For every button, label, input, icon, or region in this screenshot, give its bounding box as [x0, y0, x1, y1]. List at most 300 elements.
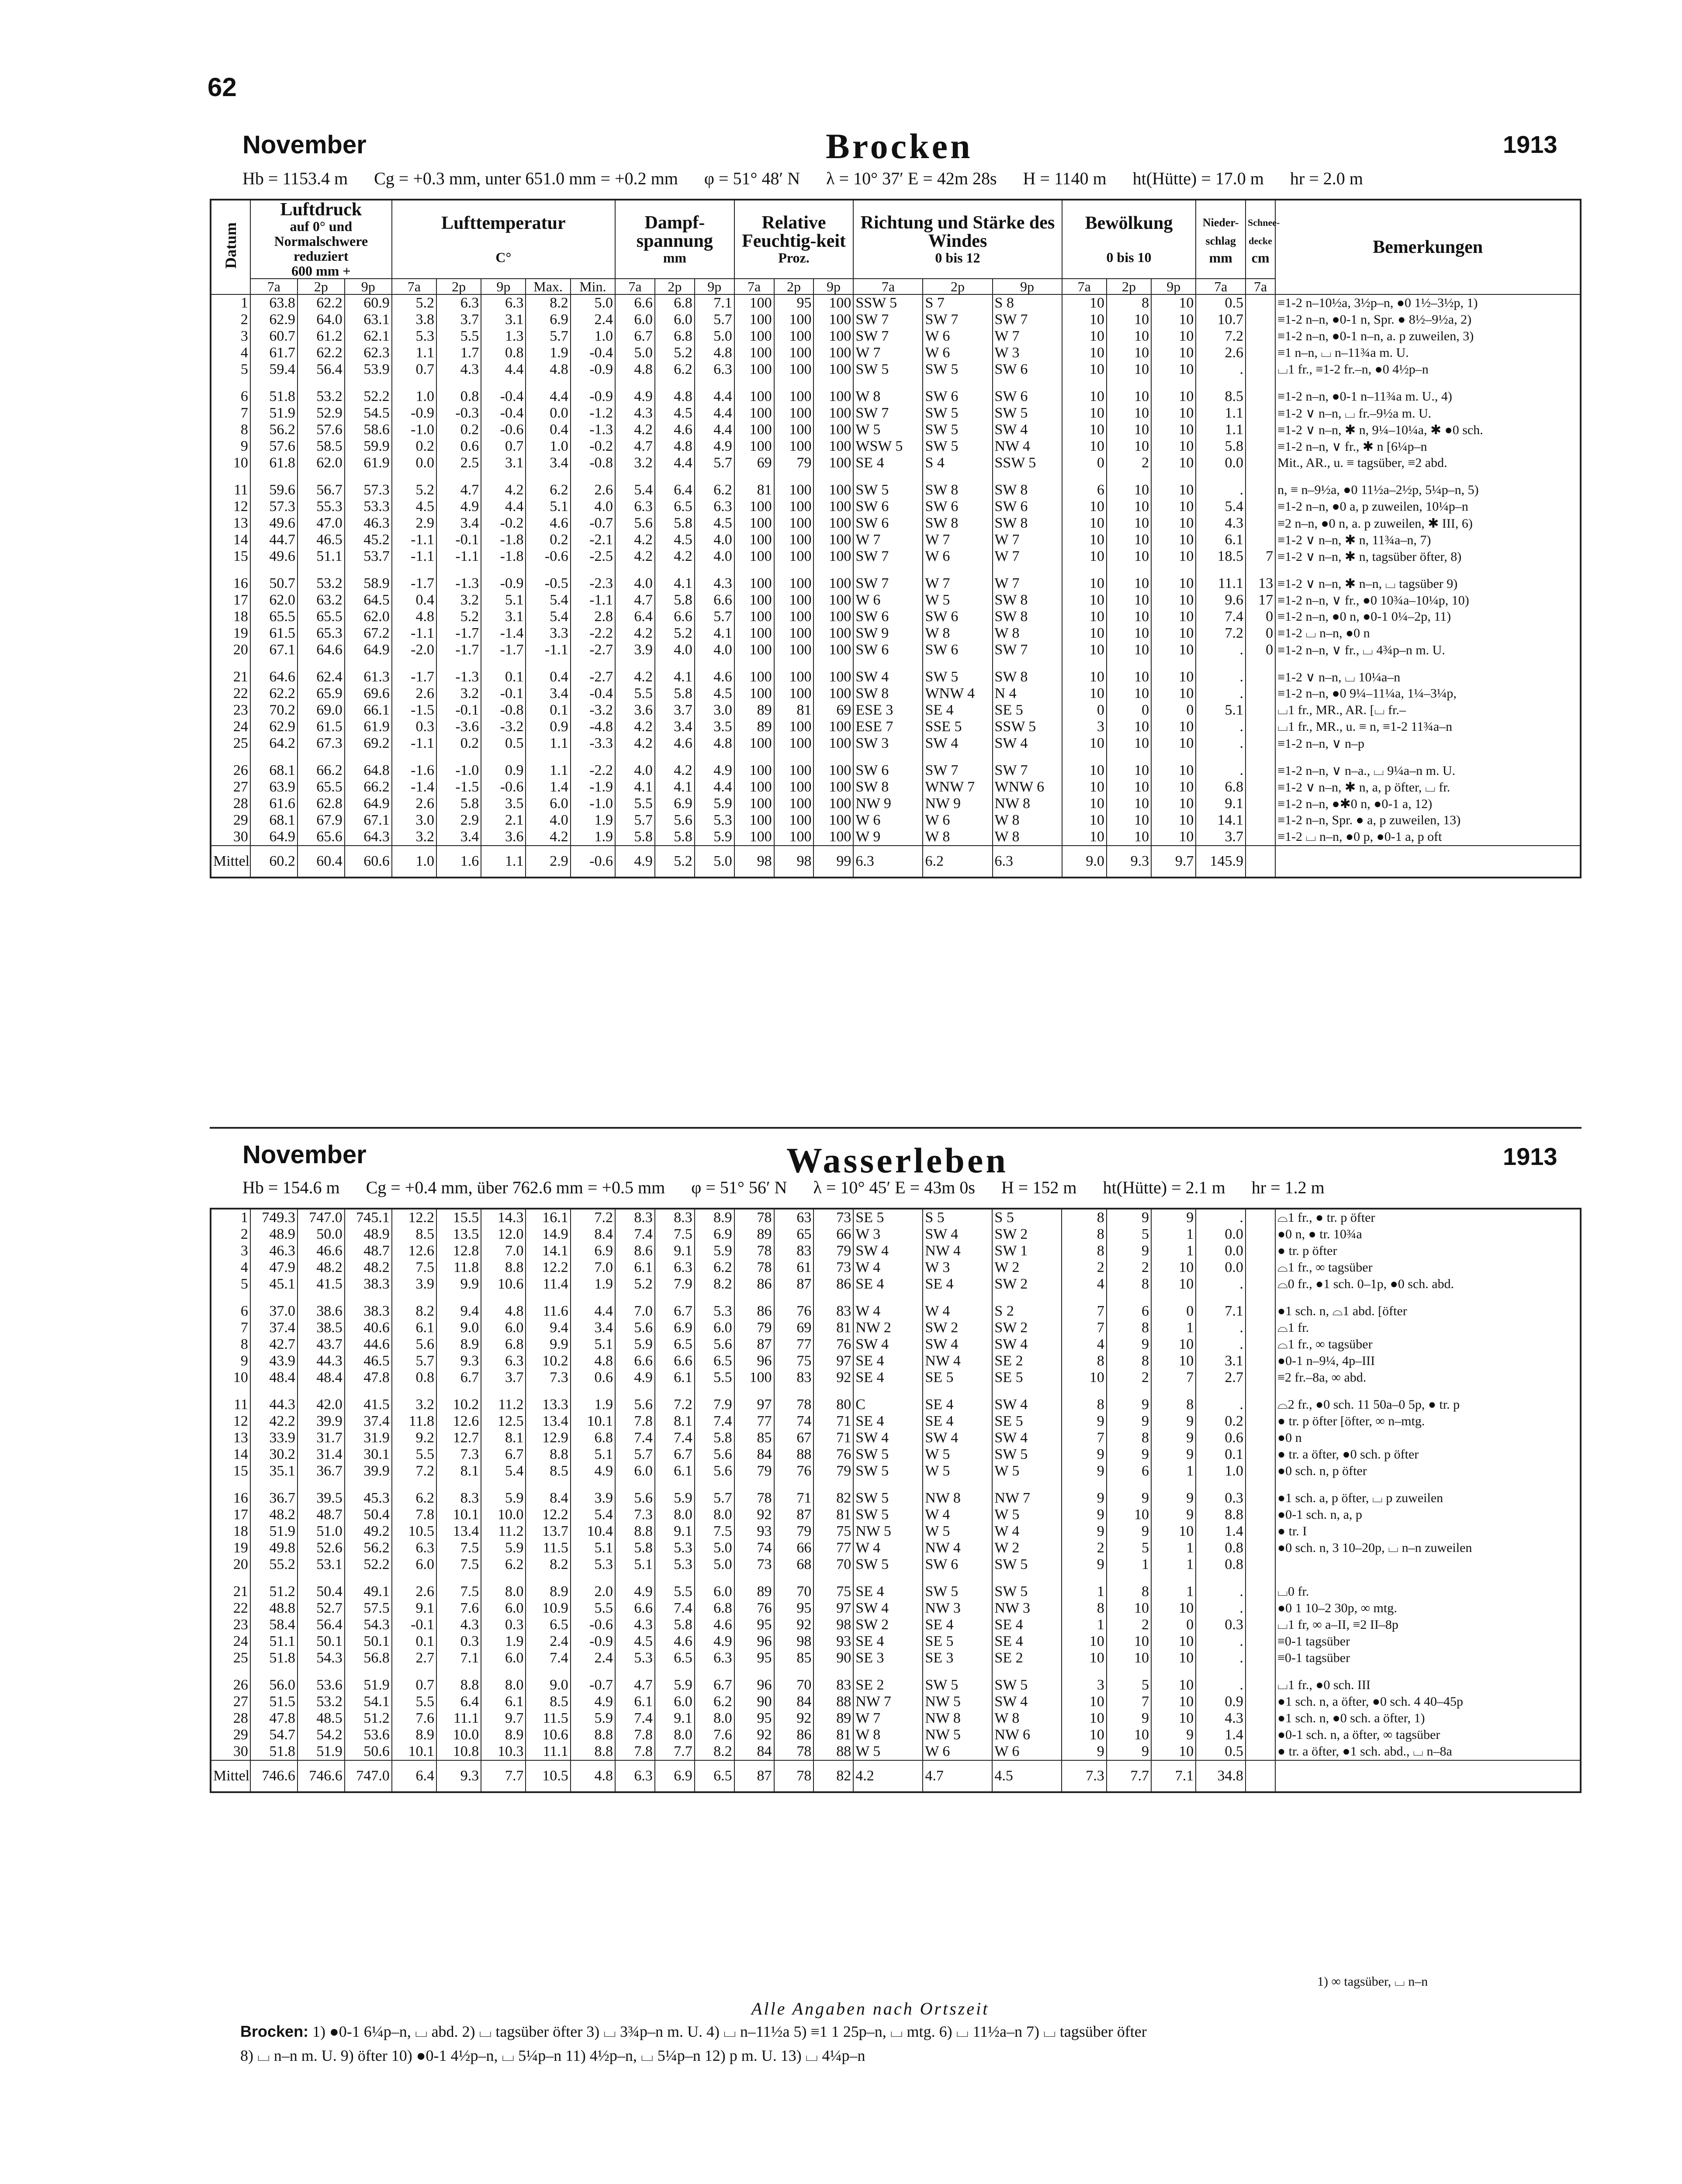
- vapour-cell: 6.5: [655, 498, 695, 515]
- table-row: [211, 515, 1581, 532]
- snow-cell: [1246, 752, 1275, 779]
- pressure-cell: 60.9: [345, 294, 392, 311]
- temperature-cell: -1.3: [436, 565, 481, 592]
- pressure-cell: 55.3: [298, 498, 345, 515]
- humidity-cell: 86: [734, 1276, 774, 1292]
- wind-cell: NW 5: [923, 1727, 992, 1743]
- temperature-cell: 6.3: [436, 294, 481, 311]
- wind-cell: SW 4: [923, 735, 992, 752]
- temperature-cell: -1.7: [436, 642, 481, 658]
- day-cell: 7: [211, 405, 250, 422]
- precipitation-cell: .: [1196, 1320, 1246, 1336]
- pressure-cell: 64.6: [250, 658, 298, 685]
- wind-cell: SW 5: [853, 1556, 923, 1573]
- wind-cell: SSW 5: [993, 719, 1062, 735]
- cloud-cell: 8: [1062, 1209, 1106, 1226]
- humidity-cell: 100: [734, 795, 774, 812]
- temperature-cell: 7.5: [436, 1556, 481, 1573]
- temperature-cell: 4.2: [526, 829, 570, 846]
- temperature-cell: 3.2: [392, 1386, 436, 1413]
- vapour-cell: 9.1: [655, 1710, 695, 1727]
- table-row: [211, 1556, 1581, 1573]
- temperature-cell: 4.9: [571, 1463, 615, 1479]
- humidity-cell: 87: [774, 1276, 814, 1292]
- precipitation-cell: .: [1196, 1276, 1246, 1292]
- temperature-cell: 3.4: [526, 685, 570, 702]
- humidity-cell: 66: [774, 1540, 814, 1556]
- humidity-cell: 100: [734, 498, 774, 515]
- temperature-cell: -1.9: [571, 779, 615, 795]
- cloud-cell: 9: [1062, 1523, 1106, 1540]
- wind-cell: SSW 5: [853, 294, 923, 311]
- humidity-cell: 100: [813, 548, 853, 565]
- pressure-cell: 60.7: [250, 328, 298, 345]
- temperature-cell: 8.4: [526, 1479, 570, 1507]
- humidity-cell: 100: [734, 345, 774, 361]
- table-row: [211, 422, 1581, 438]
- remarks-cell: ≡1-2 n–n, ●0-1 n–11¾a m. U., 4): [1275, 378, 1581, 405]
- temperature-cell: -1.3: [571, 422, 615, 438]
- pressure-cell: 49.2: [345, 1523, 392, 1540]
- cloud-cell: 10: [1107, 795, 1151, 812]
- wind-cell: SW 6: [923, 498, 992, 515]
- table-row: [211, 1666, 1581, 1693]
- temperature-cell: 3.1: [481, 455, 526, 471]
- vapour-cell: 4.8: [615, 361, 655, 378]
- pressure-cell: 64.2: [250, 735, 298, 752]
- wind-cell: NW 8: [923, 1479, 992, 1507]
- humidity-cell: 73: [813, 1209, 853, 1226]
- temperature-cell: 6.8: [571, 1430, 615, 1446]
- remarks-cell: ●1 sch. n, a öfter, ●0 sch. 4 40–45p: [1275, 1693, 1581, 1710]
- vapour-cell: 4.1: [655, 779, 695, 795]
- empty-cell: [1246, 1693, 1275, 1710]
- temperature-cell: -0.9: [392, 405, 436, 422]
- brocken-month: November: [242, 131, 367, 159]
- snow-cell: [1246, 735, 1275, 752]
- wind-cell: NW 9: [923, 795, 992, 812]
- wind-cell: W 8: [993, 812, 1062, 829]
- pressure-cell: 54.3: [345, 1617, 392, 1633]
- cloud-cell: 10: [1062, 592, 1107, 608]
- temperature-cell: 2.6: [392, 795, 436, 812]
- table-row: [211, 1479, 1581, 1507]
- temperature-cell: 16.1: [526, 1209, 570, 1226]
- humidity-cell: 98: [813, 1617, 853, 1633]
- day-cell: 30: [211, 829, 250, 846]
- pressure-cell: 61.9: [345, 719, 392, 735]
- vapour-cell: 6.7: [655, 1292, 695, 1320]
- day-cell: 30: [211, 1743, 250, 1760]
- temperature-cell: 10.0: [436, 1727, 481, 1743]
- vapour-cell: 7.1: [695, 294, 734, 311]
- temperature-cell: 5.5: [571, 1600, 615, 1617]
- vapour-cell: 5.0: [695, 1540, 734, 1556]
- table-row: [211, 1693, 1581, 1710]
- precipitation-cell: .: [1196, 361, 1246, 378]
- pressure-cell: 51.1: [298, 548, 345, 565]
- vapour-cell: 8.0: [655, 1507, 695, 1523]
- temperature-cell: -1.0: [436, 752, 481, 779]
- temperature-cell: 9.0: [526, 1666, 570, 1693]
- wind-cell: W 6: [923, 328, 992, 345]
- cloud-cell: 10: [1062, 422, 1107, 438]
- day-cell: 19: [211, 1540, 250, 1556]
- humidity-cell: 95: [734, 1617, 774, 1633]
- wind-cell: SW 8: [853, 779, 923, 795]
- precipitation-cell: 2.7: [1196, 1369, 1246, 1386]
- remarks-cell: ≡0-1 tagsüber: [1275, 1650, 1581, 1666]
- col-7a: 7a: [853, 279, 923, 294]
- vapour-cell: 6.6: [615, 1353, 655, 1369]
- cloud-cell: 10: [1151, 608, 1196, 625]
- temperature-cell: 7.5: [436, 1573, 481, 1600]
- day-cell: 28: [211, 795, 250, 812]
- vapour-cell: 4.2: [615, 625, 655, 642]
- wind-cell: SW 2: [992, 1320, 1062, 1336]
- brocken-meta-lambda: λ = 10° 37′ E = 42m 28s: [826, 169, 997, 188]
- temperature-cell: 8.8: [481, 1259, 526, 1276]
- table-row: [211, 829, 1581, 846]
- temperature-cell: 6.9: [526, 311, 570, 328]
- precipitation-cell: 0.6: [1196, 1430, 1246, 1446]
- brocken-station-title: Brocken: [826, 126, 973, 166]
- temperature-cell: -0.4: [481, 378, 526, 405]
- pressure-cell: 45.1: [250, 1276, 298, 1292]
- table-row: [211, 685, 1581, 702]
- cloud-cell: 9: [1107, 1209, 1151, 1226]
- wind-cell: SW 8: [993, 515, 1062, 532]
- humidity-cell: 71: [813, 1430, 853, 1446]
- temperature-cell: 9.3: [436, 1353, 481, 1369]
- cloud-cell: 5: [1107, 1226, 1151, 1243]
- humidity-cell: 100: [734, 658, 774, 685]
- temperature-cell: 0.7: [481, 438, 526, 455]
- footnote-text-2: 8) ⌴ n–n m. U. 9) öfter 10) ●0-1 4½p–n, ⌴ 5¼p–n 11) 4½p–n, ⌴ 5¼p–n 12) p m. U. 13) ⌴ 4¼p–n: [240, 2047, 865, 2064]
- vapour-cell: 4.6: [655, 735, 695, 752]
- temperature-cell: 6.3: [392, 1540, 436, 1556]
- table-row: [211, 1743, 1581, 1760]
- humidity-cell: 100: [774, 405, 814, 422]
- temperature-cell: 12.6: [392, 1243, 436, 1259]
- wind-cell: W 7: [993, 565, 1062, 592]
- temperature-cell: 8.8: [571, 1743, 615, 1760]
- cloud-cell: 10: [1107, 438, 1151, 455]
- col-min: Min.: [571, 279, 615, 294]
- pressure-cell: 63.9: [250, 779, 298, 795]
- cloud-cell: 10: [1151, 1666, 1196, 1693]
- vapour-cell: 3.5: [695, 719, 734, 735]
- humidity-cell: 70: [774, 1573, 814, 1600]
- cloud-cell: 10: [1062, 378, 1107, 405]
- vapour-cell: 6.7: [615, 328, 655, 345]
- temperature-cell: 1.9: [571, 812, 615, 829]
- temperature-cell: 7.7: [481, 1760, 526, 1792]
- cloud-cell: 10: [1151, 779, 1196, 795]
- humidity-cell: 81: [734, 471, 774, 498]
- humidity-cell: 69: [813, 702, 853, 719]
- empty-cell: [1246, 1413, 1275, 1430]
- table-row: [211, 471, 1581, 498]
- temperature-cell: 2.6: [392, 1573, 436, 1600]
- wind-cell: SW 5: [923, 405, 992, 422]
- humidity-cell: 100: [734, 532, 774, 548]
- pressure-cell: 52.2: [345, 1556, 392, 1573]
- cloud-cell: 8: [1062, 1226, 1106, 1243]
- wind-cell: SW 4: [853, 1600, 923, 1617]
- snow-cell: [1246, 471, 1275, 498]
- vapour-cell: 5.3: [655, 1540, 695, 1556]
- day-cell: 26: [211, 752, 250, 779]
- vapour-cell: 3.9: [615, 642, 655, 658]
- vapour-cell: 6.9: [655, 1320, 695, 1336]
- pressure-cell: 58.6: [345, 422, 392, 438]
- humidity-cell: 100: [774, 685, 814, 702]
- temperature-cell: 1.0: [392, 378, 436, 405]
- temperature-cell: 1.9: [526, 345, 570, 361]
- pressure-cell: 46.5: [298, 532, 345, 548]
- humidity-cell: 100: [813, 812, 853, 829]
- table-row: [211, 592, 1581, 608]
- pressure-cell: 62.3: [345, 345, 392, 361]
- remarks-cell: ≡2 fr.–8a, ∞ abd.: [1275, 1369, 1581, 1386]
- cloud-cell: 10: [1151, 795, 1196, 812]
- vapour-cell: 6.2: [695, 1693, 734, 1710]
- wind-cell: SW 4: [923, 1430, 992, 1446]
- vapour-cell: 6.2: [655, 361, 695, 378]
- remarks-cell: ⌴0 fr.: [1275, 1573, 1581, 1600]
- wind-cell: W 7: [923, 532, 992, 548]
- cloud-cell: 2: [1062, 1259, 1106, 1276]
- vapour-cell: 6.3: [695, 1650, 734, 1666]
- vapour-cell: 4.4: [695, 378, 734, 405]
- humidity-cell: 97: [734, 1386, 774, 1413]
- pressure-cell: 747.0: [345, 1760, 392, 1792]
- humidity-cell: 100: [813, 795, 853, 812]
- day-cell: 5: [211, 1276, 250, 1292]
- temperature-cell: -0.5: [526, 565, 570, 592]
- pressure-cell: 56.4: [298, 361, 345, 378]
- vapour-cell: 5.0: [695, 846, 734, 878]
- vapour-cell: 6.3: [615, 498, 655, 515]
- remarks-cell: Mit., AR., u. ≡ tagsüber, ≡2 abd.: [1275, 455, 1581, 471]
- temperature-cell: 11.8: [436, 1259, 481, 1276]
- humidity-cell: 68: [774, 1556, 814, 1573]
- wind-cell: W 5: [923, 592, 992, 608]
- vapour-cell: 4.0: [615, 752, 655, 779]
- pressure-cell: 50.4: [345, 1507, 392, 1523]
- cloud-cell: 10: [1062, 328, 1107, 345]
- pressure-cell: 50.1: [298, 1633, 345, 1650]
- pressure-cell: 48.8: [250, 1600, 298, 1617]
- empty-cell: [1246, 1292, 1275, 1320]
- temperature-cell: 12.8: [436, 1243, 481, 1259]
- pressure-cell: 46.5: [345, 1353, 392, 1369]
- table-row: [211, 1573, 1581, 1600]
- bemerkungen-header: Bemerkungen: [1275, 200, 1581, 294]
- temperature-cell: 10.1: [392, 1743, 436, 1760]
- temperature-cell: 0.8: [481, 345, 526, 361]
- temperature-cell: 8.5: [526, 1693, 570, 1710]
- pressure-cell: 44.6: [345, 1336, 392, 1353]
- humidity-cell: 100: [734, 685, 774, 702]
- temperature-cell: 5.6: [392, 1336, 436, 1353]
- table-row: [211, 702, 1581, 719]
- table-row: [211, 1523, 1581, 1540]
- pressure-cell: 67.1: [250, 642, 298, 658]
- pressure-cell: 44.7: [250, 532, 298, 548]
- cloud-cell: 10: [1062, 1693, 1106, 1710]
- vapour-cell: 7.5: [695, 1523, 734, 1540]
- day-cell: 29: [211, 1727, 250, 1743]
- wasserleben-year: 1913: [1503, 1143, 1557, 1170]
- pressure-cell: 53.6: [298, 1666, 345, 1693]
- precipitation-cell: .: [1196, 735, 1246, 752]
- pressure-cell: 65.5: [298, 779, 345, 795]
- wind-cell: SSW 5: [993, 455, 1062, 471]
- table-row: [211, 498, 1581, 515]
- temperature-cell: -1.1: [392, 532, 436, 548]
- temperature-cell: 4.4: [481, 361, 526, 378]
- pressure-cell: 64.6: [298, 642, 345, 658]
- pressure-cell: 64.3: [345, 829, 392, 846]
- temperature-cell: 1.0: [571, 328, 615, 345]
- temperature-cell: 12.7: [436, 1430, 481, 1446]
- humidity-cell: 100: [734, 328, 774, 345]
- remarks-cell: ≡1-2 n–n, ●0 9¼–11¼a, 1¼–3¼p,: [1275, 685, 1581, 702]
- pressure-cell: 60.2: [250, 846, 298, 878]
- cloud-cell: 10: [1107, 829, 1151, 846]
- temperature-cell: -3.6: [436, 719, 481, 735]
- humidity-cell: 100: [734, 779, 774, 795]
- precipitation-cell: .: [1196, 1573, 1246, 1600]
- day-cell: 21: [211, 1573, 250, 1600]
- vapour-cell: 4.6: [655, 422, 695, 438]
- remarks-cell: ● tr. p öfter: [1275, 1243, 1581, 1259]
- pressure-cell: 40.6: [345, 1320, 392, 1336]
- cloud-cell: 10: [1062, 1369, 1106, 1386]
- pressure-cell: 57.6: [298, 422, 345, 438]
- day-cell: 8: [211, 1336, 250, 1353]
- table-row: [211, 328, 1581, 345]
- pressure-cell: 50.6: [345, 1743, 392, 1760]
- pressure-cell: 52.6: [298, 1540, 345, 1556]
- temperature-cell: 1.6: [436, 846, 481, 878]
- table-row: [211, 438, 1581, 455]
- temperature-cell: 3.4: [571, 1320, 615, 1336]
- wind-cell: SE 4: [923, 1386, 992, 1413]
- vapour-cell: 4.9: [615, 846, 655, 878]
- temperature-cell: -0.6: [481, 779, 526, 795]
- wind-cell: SW 5: [923, 438, 992, 455]
- wind-cell: W 5: [992, 1507, 1062, 1523]
- wind-cell: SW 2: [992, 1226, 1062, 1243]
- vapour-cell: 6.4: [655, 471, 695, 498]
- pressure-cell: 67.1: [345, 812, 392, 829]
- wind-cell: SW 7: [853, 548, 923, 565]
- cloud-cell: 10: [1062, 625, 1107, 642]
- wind-cell: SE 4: [853, 455, 923, 471]
- vapour-cell: 4.0: [615, 565, 655, 592]
- vapour-cell: 4.1: [655, 565, 695, 592]
- vapour-cell: 8.0: [695, 1710, 734, 1727]
- wind-cell: NW 7: [992, 1479, 1062, 1507]
- table-row: [211, 719, 1581, 735]
- vapour-cell: 6.5: [655, 1650, 695, 1666]
- pressure-cell: 61.9: [345, 455, 392, 471]
- cloud-cell: 9: [1151, 1430, 1196, 1446]
- vapour-cell: 6.4: [615, 608, 655, 625]
- wind-cell: W 8: [853, 1727, 923, 1743]
- temperature-cell: -1.5: [436, 779, 481, 795]
- temperature-cell: 2.4: [571, 1650, 615, 1666]
- pressure-cell: 62.0: [345, 608, 392, 625]
- vapour-cell: 6.2: [695, 471, 734, 498]
- cloud-cell: 10: [1151, 685, 1196, 702]
- cloud-cell: 10: [1107, 625, 1151, 642]
- wind-cell: SW 1: [992, 1243, 1062, 1259]
- day-cell: 5: [211, 361, 250, 378]
- humidity-cell: 74: [774, 1413, 814, 1430]
- vapour-cell: 7.0: [615, 1292, 655, 1320]
- pressure-cell: 58.4: [250, 1617, 298, 1633]
- feuchtigkeit-header: Relative Feuchtig-keit Proz.: [734, 200, 854, 279]
- pressure-cell: 57.6: [250, 438, 298, 455]
- empty-cell: [1246, 1226, 1275, 1243]
- temperature-cell: 6.7: [481, 1446, 526, 1463]
- temperature-cell: 3.6: [481, 829, 526, 846]
- wasserleben-table: [210, 1208, 1582, 1793]
- pressure-cell: 48.7: [345, 1243, 392, 1259]
- table-row: [211, 779, 1581, 795]
- temperature-cell: 8.4: [571, 1226, 615, 1243]
- pressure-cell: 54.2: [298, 1727, 345, 1743]
- vapour-cell: 4.5: [695, 685, 734, 702]
- temperature-cell: -1.8: [481, 548, 526, 565]
- wind-cell: SE 2: [992, 1650, 1062, 1666]
- humidity-cell: 100: [774, 515, 814, 532]
- cloud-cell: 10: [1151, 592, 1196, 608]
- humidity-cell: 100: [774, 735, 814, 752]
- temperature-cell: 2.6: [392, 685, 436, 702]
- table-row: [211, 1463, 1581, 1479]
- temperature-cell: 14.3: [481, 1209, 526, 1226]
- pressure-cell: 63.2: [298, 592, 345, 608]
- snow-cell: [1246, 846, 1275, 878]
- temperature-cell: 4.2: [481, 471, 526, 498]
- pressure-cell: 49.8: [250, 1540, 298, 1556]
- temperature-cell: 2.9: [436, 812, 481, 829]
- pressure-cell: 70.2: [250, 702, 298, 719]
- vapour-cell: 7.4: [695, 1413, 734, 1430]
- wind-cell: SW 5: [992, 1556, 1062, 1573]
- vapour-cell: 7.4: [655, 1430, 695, 1446]
- wasserleben-meta-phi: φ = 51° 56′ N: [691, 1178, 787, 1197]
- remarks-cell: n, ≡ n–9½a, ●0 11½a–2½p, 5¼p–n, 5): [1275, 471, 1581, 498]
- vapour-cell: 5.8: [655, 515, 695, 532]
- wind-cell: SW 6: [923, 642, 992, 658]
- humidity-cell: 100: [734, 752, 774, 779]
- day-cell: 13: [211, 515, 250, 532]
- wind-cell: 4.2: [853, 1760, 923, 1792]
- cloud-cell: 2: [1107, 1259, 1151, 1276]
- wind-cell: SW 9: [853, 625, 923, 642]
- precipitation-cell: 9.6: [1196, 592, 1246, 608]
- pressure-cell: 51.9: [250, 405, 298, 422]
- temperature-cell: -3.2: [481, 719, 526, 735]
- temperature-cell: 7.2: [392, 1463, 436, 1479]
- cloud-cell: 10: [1107, 752, 1151, 779]
